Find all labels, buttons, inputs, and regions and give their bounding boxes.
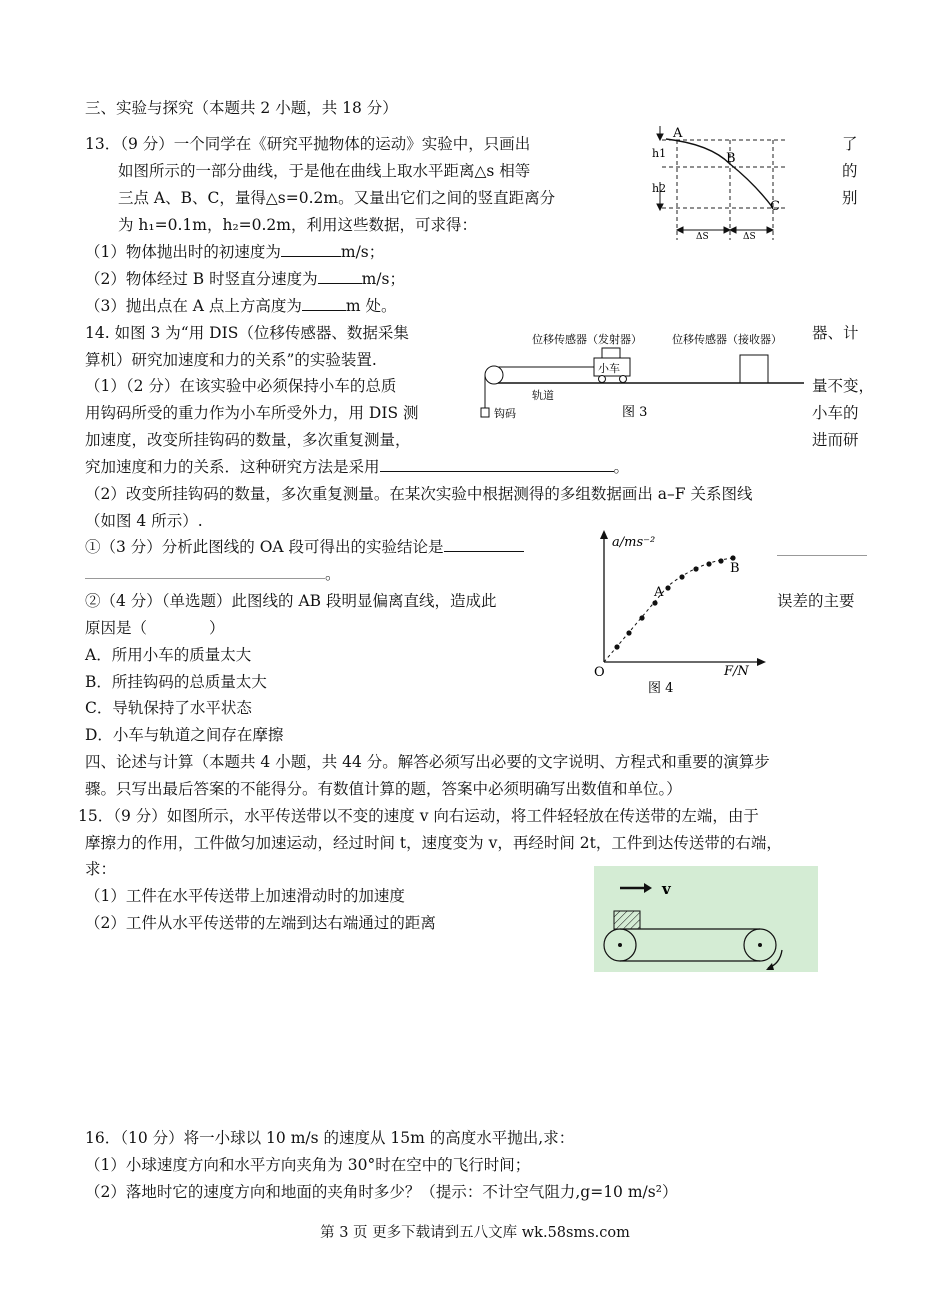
point-a-label: A [673,126,683,141]
data-point-7 [693,566,698,571]
q15-line2: 摩擦力的作用，工件做匀加速运动，经过时间 t，速度变为 v，再经时间 2t，工件到达传送带的右端， [85,834,782,852]
workpiece [614,911,640,929]
q14-line4-right: 小车的 [812,404,859,422]
q14-line6-text: 究加速度和力的关系．这种研究方法是采用 [85,458,380,476]
q15-line1: 15．（9 分）如图所示，水平传送带以不变的速度 v 向右运动，将工件轻轻放在传送带的左端，由于 [78,807,759,825]
option-c[interactable]: C．导轨保持了水平状态 [85,699,252,717]
q13-part3 [85,295,397,317]
dis-apparatus-figure [474,328,804,424]
option-d[interactable]: D．小车与轨道之间存在摩擦 [85,726,284,744]
point-c-label: C [770,199,780,214]
data-point-5 [665,585,670,590]
q14-conclusion-blank-1[interactable] [444,536,524,552]
delta-s-label-2: ΔS [743,232,756,242]
q13-answer2-blank[interactable] [318,268,362,284]
data-point-3 [639,615,644,620]
delta-s-label-1: ΔS [696,232,709,242]
q13-part1 [85,241,384,263]
q14-line9 [85,536,524,558]
x-axis-arrow [757,658,766,666]
q14-line11: ②（4 分）（单选题）此图线的 AB 段明显偏离直线，造成此 [85,592,497,610]
car-wheel-left [599,376,606,383]
point-b-label-fig4: B [730,561,740,576]
q14-line6-end: 。 [613,458,630,476]
receiver-box [740,355,768,383]
q15-sub2: （2）工件从水平传送带的左端到达右端通过的距离 [85,914,436,932]
car-label: 小车 [598,362,620,375]
q14-method-blank[interactable] [380,456,614,472]
q15-line3: 求： [85,860,117,878]
q13-part2-unit: m/s； [361,270,405,288]
a-f-graph [588,524,778,699]
point-b-label: B [726,151,736,166]
q16-line1: 16．（10 分）将一小球以 10 m/s 的速度从 15m 的高度水平抛出,求： [85,1129,575,1147]
q13-part2 [85,268,405,290]
data-point-4 [652,600,657,605]
car-wheel-right [620,376,627,383]
velocity-label: v [662,880,671,898]
fig4-caption: 图 4 [648,681,674,696]
left-roller-axle [618,943,622,947]
q14-conclusion-blank-3[interactable] [85,563,325,579]
track-label: 轨道 [532,389,554,402]
y-axis-label: a/ms⁻² [612,535,656,550]
section4-line1: 四、论述与计算（本题共 4 小题，共 44 分。解答必须写出必要的文字说明、方程式和重要的演算步 [85,753,770,771]
q13-part3-unit: m 处。 [345,297,397,315]
data-point-9 [718,558,723,563]
q13-line2-right: 的 [842,162,858,180]
q14-line1-right: 器、计 [812,324,859,342]
q14-line1: 14. 如图 3 为“用 DIS（位移传感器、数据采集 [85,324,409,342]
h1-label: h1 [652,147,667,160]
q14-line2: 算机）研究加速度和力的关系”的实验装置. [85,351,377,369]
q13-line2: 如图所示的一部分曲线，于是他在曲线上取水平距离△s 相等 [118,162,531,180]
q13-line3: 三点 A、B、C，量得△s=0.2m。又量出它们之间的竖直距离分 [118,189,556,207]
fig3-caption: 图 3 [622,405,648,420]
section3-title: 三、实验与探究（本题共 2 小题，共 18 分） [85,99,398,117]
q13-part3-text: （3）抛出点在 A 点上方高度为 [85,297,302,315]
q14-line11-right: 误差的主要 [777,592,855,610]
sender-box [602,348,620,358]
q14-line5-right: 进而研 [812,431,859,449]
h2-label: h2 [652,182,667,195]
q14-line8: （如图 4 所示）. [85,512,203,530]
a-f-curve [604,558,733,662]
q13-line1-right: 了 [842,135,858,153]
q16-sub1: （1）小球速度方向和水平方向夹角为 30°时在空中的飞行时间； [85,1156,531,1174]
q13-part2-text: （2）物体经过 B 时竖直分速度为 [85,270,318,288]
weight-label: 钩码 [494,407,516,420]
weight-box [481,408,489,417]
option-a[interactable]: A．所用小车的质量太大 [85,646,252,664]
q14-line3-right: 量不变， [812,377,875,395]
q14-line3: （1）（2 分）在该实验中必须保持小车的总质 [85,377,397,395]
page-footer: 第 3 页 更多下载请到五八文库 wk.58sms.com [320,1225,630,1241]
q16-sub2: （2）落地时它的速度方向和地面的夹角时多少？（提示：不计空气阻力,g=10 m/s²） [85,1183,678,1201]
q13-line3-right: 别 [842,189,858,207]
q14-line6 [85,456,629,478]
q13-line1: 13．（9 分）一个同学在《研究平抛物体的运动》实验中，只画出 [85,135,531,153]
q13-part1-text: （1）物体抛出时的初速度为 [85,243,281,261]
q13-answer1-blank[interactable] [281,241,341,257]
q13-part1-unit: m/s； [340,243,385,261]
origin-label: O [594,665,605,680]
data-point-8 [706,561,711,566]
data-point-2 [626,630,631,635]
q14-line10-end: 。 [325,565,341,583]
right-roller-axle [758,943,762,947]
data-point-6 [679,574,684,579]
projectile-figure [640,122,790,250]
x-axis-label: F/N [724,664,749,679]
q14-line7: （2）改变所挂钩码的数量，多次重复测量。在某次实验中根据测得的多组数据画出 a–F 关系图线 [85,485,753,503]
sender-label: 位移传感器（发射器） [532,333,642,346]
conveyor-figure [594,866,818,972]
q14-line9-text: ①（3 分）分析此图线的 OA 段可得出的实验结论是 [85,538,444,556]
section4-line2: 骤。只写出最后答案的不能得分。有数值计算的题，答案中必须明确写出数值和单位。） [85,780,682,798]
q14-line10 [85,563,341,585]
option-b[interactable]: B．所挂钩码的总质量太大 [85,673,267,691]
q14-conclusion-blank-2[interactable] [777,540,867,556]
pulley [485,366,503,384]
q13-line4: 为 h₁=0.1m，h₂=0.2m，利用这些数据，可求得： [118,216,477,234]
point-a-label-fig4: A [654,585,664,600]
trajectory-curve [666,139,773,208]
data-point-1 [614,644,619,649]
q14-line12: 原因是（ ） [85,619,225,637]
y-axis-arrow [600,530,608,539]
data-point-10 [730,555,735,560]
q13-answer3-blank[interactable] [302,295,346,311]
data-points [614,555,735,649]
q15-sub1: （1）工件在水平传送带上加速滑动时的加速度 [85,887,405,905]
q14-line4: 用钩码所受的重力作为小车所受外力，用 DIS 测 [85,404,419,422]
receiver-label: 位移传感器（接收器） [672,333,782,346]
q14-line5: 加速度，改变所挂钩码的数量，多次重复测量， [85,431,411,449]
